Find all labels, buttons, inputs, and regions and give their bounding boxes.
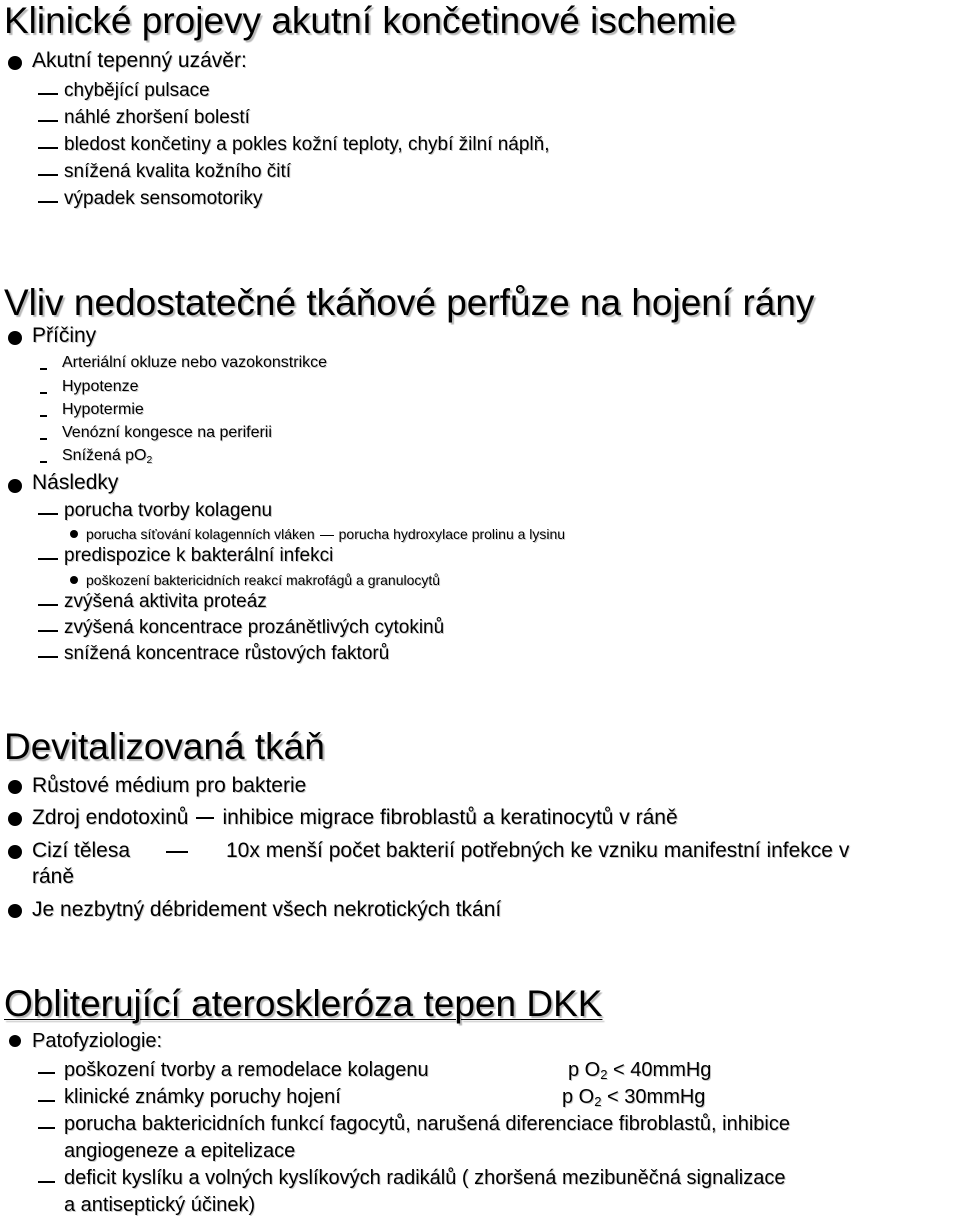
cause-item: Venózní kongesce na periferii: [62, 424, 272, 441]
dash-marker: [38, 1127, 55, 1129]
effect-subitem-b: porucha hydroxylace prolinu a lysinu: [338, 526, 566, 542]
dash-marker: [40, 415, 47, 417]
pathophysiology-item: poškození tvorby a remodelace kolagenu: [64, 1059, 429, 1081]
dash-marker: [38, 604, 58, 606]
devitalized-item-a: Zdroj endotoxinů: [32, 806, 189, 829]
devitalized-item-c: ráně: [32, 865, 75, 888]
dash-marker: [38, 1100, 55, 1102]
po2-label: p O: [568, 1059, 601, 1081]
bullet-dot: [70, 576, 78, 584]
po2-label: p O: [562, 1086, 595, 1108]
effect-subitem: [86, 525, 565, 543]
dash-marker: [40, 461, 47, 463]
bullet-dot: [8, 780, 22, 794]
po2-value: < 30mmHg: [607, 1086, 706, 1108]
dash-marker: [38, 656, 58, 658]
cause-item: Hypotermie: [62, 401, 144, 418]
bullet-dot: [70, 530, 78, 538]
dash-marker: [38, 120, 58, 122]
effect-subitem: poškození baktericidních reakcí makrofágů a granulocytů: [86, 572, 441, 588]
devitalized-item: Růstové médium pro bakterie: [32, 774, 307, 797]
acute-occlusion-heading: Akutní tepenný uzávěr:: [32, 49, 247, 72]
pathophysiology-heading: Patofyziologie:: [32, 1030, 163, 1052]
bullet-dot: [8, 479, 22, 493]
dash-marker: [38, 1181, 55, 1183]
dash-marker: [38, 201, 58, 203]
dash-marker: [166, 851, 188, 853]
cause-po2-subscript: 2: [146, 455, 153, 466]
bullet-dot: [8, 845, 22, 859]
cause-item: Hypotenze: [62, 378, 139, 395]
symptom-item: chybějící pulsace: [64, 80, 210, 101]
dash-marker: [38, 93, 58, 95]
po2-subscript: 2: [600, 1067, 608, 1082]
symptom-item: snížená kvalita kožního čití: [64, 161, 292, 182]
effect-item: porucha tvorby kolagenu: [64, 500, 273, 521]
bullet-dot: [8, 812, 22, 826]
bullet-dot: [8, 331, 22, 345]
symptom-item: výpadek sensomotoriky: [64, 188, 263, 209]
bullet-dot: [8, 56, 22, 70]
pathophysiology-item: porucha baktericidních funkcí fagocytů, narušená diferenciace fibroblastů, inhibice: [64, 1113, 790, 1135]
po2-threshold: [568, 1058, 711, 1082]
effect-item: zvýšená aktivita proteáz: [64, 591, 267, 612]
section-title-devitalized: Devitalizovaná tkáň: [4, 726, 325, 767]
pathophysiology-item-cont: angiogeneze a epitelizace: [64, 1140, 296, 1162]
po2-value: < 40mmHg: [613, 1059, 712, 1081]
po2-subscript: 2: [594, 1094, 602, 1109]
dash-marker: [38, 147, 58, 149]
effect-item: predispozice k bakterální infekci: [64, 545, 334, 566]
dash-marker: [40, 368, 47, 370]
devitalized-item-a: Cizí tělesa: [32, 839, 131, 862]
po2-threshold: [562, 1085, 705, 1109]
cause-po2-text: Snížená pO: [62, 447, 147, 464]
bullet-dot: [8, 904, 22, 918]
effect-item: snížená koncentrace růstových faktorů: [64, 643, 390, 664]
devitalized-item-b: 10x menší počet bakterií potřebných ke vzniku manifestní infekce v: [226, 839, 850, 862]
section-title-atherosclerosis: Obliterující ateroskleróza tepen DKK: [4, 983, 603, 1024]
dash-marker: [38, 558, 58, 560]
effect-subitem-a: porucha síťování kolagenních vláken: [86, 526, 315, 542]
effects-heading: Následky: [32, 471, 119, 494]
devitalized-item: Je nezbytný débridement všech nekrotických tkání: [32, 898, 502, 921]
cause-item-po2: [62, 446, 152, 466]
symptom-item: náhlé zhoršení bolestí: [64, 107, 250, 128]
devitalized-item: [32, 806, 678, 830]
symptom-item: bledost končetiny a pokles kožní teploty, chybí žilní náplň,: [64, 134, 550, 155]
devitalized-item-b: inhibice migrace fibroblastů a keratinocytů v ráně: [222, 806, 678, 829]
dash-marker: [40, 392, 47, 394]
bullet-dot: [9, 1035, 21, 1047]
dash-marker: [38, 630, 58, 632]
pathophysiology-item: deficit kyslíku a volných kyslíkových radikálů ( zhoršená mezibuněčná signalizace: [64, 1167, 786, 1189]
effect-item: zvýšená koncentrace prozánětlivých cytokinů: [64, 617, 445, 638]
causes-heading: Příčiny: [32, 324, 97, 347]
section-title-perfusion: Vliv nedostatečné tkáňové perfůze na hojení rány: [4, 282, 815, 323]
dash-marker: [196, 817, 214, 819]
section-title-acute-ischemia: Klinické projevy akutní končetinové ischemie: [4, 0, 737, 41]
dash-marker: [38, 513, 58, 515]
pathophysiology-item: klinické známky poruchy hojení: [64, 1086, 341, 1108]
pathophysiology-item-cont: a antiseptický účinek): [64, 1194, 256, 1216]
dash-marker: [38, 174, 58, 176]
cause-item: Arteriální okluze nebo vazokonstrikce: [62, 354, 328, 371]
dash-marker: [38, 1072, 55, 1074]
dash-marker: [40, 438, 47, 440]
dash-marker: [320, 535, 334, 537]
